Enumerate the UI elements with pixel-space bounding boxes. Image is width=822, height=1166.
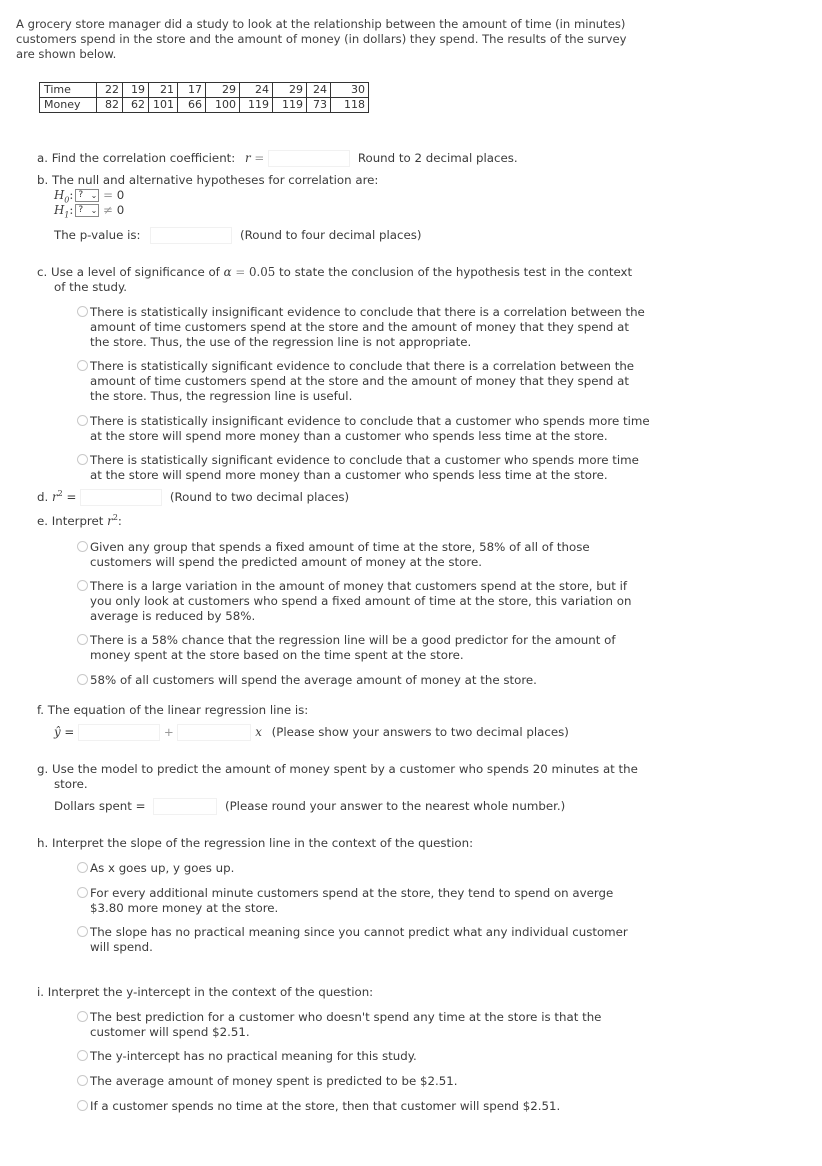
question-e	[37, 513, 122, 528]
pvalue-label: The p-value is:	[54, 228, 141, 242]
chevron-down-icon: ⌄	[90, 191, 98, 200]
question-i-text: i. Interpret the y-intercept in the context of the question:	[37, 985, 374, 999]
question-a	[37, 150, 518, 167]
table-cell: 19	[123, 83, 149, 98]
row-label-money: Money	[40, 98, 97, 113]
h0-letter: H	[54, 188, 65, 202]
option-i-4: If a customer spends no time at the store, then that customer will spend $2.51.	[90, 1099, 561, 1113]
pvalue-note: (Round to four decimal places)	[240, 228, 422, 242]
option-c-1: There is statistically insignificant evidence to conclude that there is a correlation between the amount of time customers spend at the store and the amount of money that they spend at the store. Thus, the use of the regression line is not appropriate.	[90, 305, 645, 349]
question-d-label: d.	[37, 490, 49, 504]
regression-equation	[54, 724, 569, 741]
h1-relation: ≠	[103, 203, 114, 217]
equals-sign: =	[254, 151, 265, 165]
h1-sub: 1	[64, 210, 70, 220]
r-symbol: r	[52, 490, 58, 504]
option-radio[interactable]	[77, 454, 88, 465]
square-sup: 2	[112, 513, 118, 522]
question-e-text: e. Interpret	[37, 513, 104, 528]
table-cell: 29	[206, 83, 240, 98]
plus-sign: +	[163, 725, 174, 739]
table-cell: 29	[273, 83, 307, 98]
h1-label	[54, 203, 70, 220]
square-sup: 2	[57, 489, 63, 499]
h0-select-value: ?	[78, 190, 84, 200]
question-d	[37, 489, 349, 506]
question-g-text: g. Use the model to predict the amount of money spent by a customer who spends 20 minutes at the	[37, 762, 638, 776]
table-cell: 82	[97, 98, 123, 113]
equals-sign: =	[66, 490, 77, 504]
option-radio[interactable]	[77, 926, 88, 937]
dollars-spent-input[interactable]	[153, 798, 217, 815]
alpha-symbol: α	[223, 265, 232, 279]
r-symbol: r	[107, 513, 113, 528]
question-c-suffix2: of the study.	[54, 280, 128, 294]
option-i-3: The average amount of money spent is predicted to be $2.51.	[90, 1074, 458, 1088]
option-radio[interactable]	[77, 415, 88, 426]
table-cell: 100	[206, 98, 240, 113]
problem-intro: A grocery store manager did a study to look at the relationship between the amount of time (in minutes) customers spend in the store and the amount of money (in dollars) they spend. The results of the survey are shown below.	[16, 17, 627, 61]
h0-select[interactable]	[75, 189, 99, 202]
question-c-suffix: to state the conclusion of the hypothesis test in the context	[278, 265, 633, 279]
pvalue-row	[54, 227, 421, 244]
option-e-1: Given any group that spends a fixed amount of time at the store, 58% of all of those customers will spend the predicted amount of money at the store.	[90, 540, 590, 569]
option-c-3: There is statistically insignificant evidence to conclude that a customer who spends more time at the store will spend more money than a customer who spends less time at the store.	[90, 414, 650, 443]
option-e-4: 58% of all customers will spend the average amount of money at the store.	[90, 673, 537, 687]
table-cell: 119	[273, 98, 307, 113]
h1-value: 0	[116, 203, 125, 217]
question-a-text: a. Find the correlation coefficient:	[37, 151, 236, 165]
null-hypothesis: $H_0$: ? ⌄ = 0	[54, 188, 125, 205]
option-h-1: As x goes up, y goes up.	[90, 861, 235, 875]
table-cell: 66	[178, 98, 206, 113]
option-radio[interactable]	[77, 1050, 88, 1061]
option-radio[interactable]	[77, 1011, 88, 1022]
table-cell: 30	[331, 83, 369, 98]
r-squared-input[interactable]	[80, 489, 162, 506]
table-cell: 24	[307, 83, 331, 98]
table-cell: 119	[240, 98, 273, 113]
equals-sign: =	[64, 725, 75, 739]
h1-select[interactable]	[75, 204, 99, 217]
dollars-spent-label: Dollars spent =	[54, 799, 146, 813]
correlation-input[interactable]	[268, 150, 350, 167]
option-radio[interactable]	[77, 1075, 88, 1086]
option-radio[interactable]	[77, 580, 88, 591]
equals-sign: =	[235, 265, 246, 279]
table-cell: 24	[240, 83, 273, 98]
h0-value: 0	[116, 188, 125, 202]
option-h-2: For every additional minute customers spend at the store, they tend to spend on averge $3.80 more money at the store.	[90, 886, 614, 915]
question-b-text: b. The null and alternative hypotheses for correlation are:	[37, 173, 379, 187]
h0-relation: =	[103, 188, 114, 202]
x-symbol: x	[255, 725, 262, 739]
option-radio[interactable]	[77, 360, 88, 371]
intercept-input[interactable]	[78, 724, 160, 741]
prediction-row	[54, 798, 565, 815]
option-radio[interactable]	[77, 862, 88, 873]
table-row-time	[40, 83, 369, 98]
table-cell: 22	[97, 83, 123, 98]
question-a-note: Round to 2 decimal places.	[357, 151, 518, 165]
chevron-down-icon: ⌄	[90, 206, 98, 215]
alternative-hypothesis: $H_1$: ? ⌄ ≠ 0	[54, 203, 125, 220]
question-c	[37, 265, 632, 279]
question-h-text: h. Interpret the slope of the regression line in the context of the question:	[37, 836, 474, 850]
table-cell: 118	[331, 98, 369, 113]
question-f-text: f. The equation of the linear regression line is:	[37, 703, 309, 717]
table-cell: 62	[123, 98, 149, 113]
option-h-3: The slope has no practical meaning since you cannot predict what any individual customer will spend.	[90, 925, 628, 954]
option-radio[interactable]	[77, 306, 88, 317]
option-e-3: There is a 58% chance that the regression line will be a good predictor for the amount of money spent at the store based on the time spent at the store.	[90, 633, 616, 662]
option-radio[interactable]	[77, 674, 88, 685]
table-cell: 21	[149, 83, 178, 98]
table-cell: 73	[307, 98, 331, 113]
h0-label	[54, 188, 70, 205]
question-d-note: (Round to two decimal places)	[169, 490, 350, 504]
question-c-text: c. Use a level of significance of	[37, 265, 220, 279]
table-row-money	[40, 98, 369, 113]
alpha-value: 0.05	[248, 265, 276, 279]
option-radio[interactable]	[77, 1100, 88, 1111]
y-hat-symbol: ŷ	[54, 725, 61, 739]
option-c-2: There is statistically significant evidence to conclude that there is a correlation between the amount of time customers spend at the store and the amount of money that they spend at the store. Thus, the regression line is useful.	[90, 359, 635, 403]
question-g-text2: store.	[54, 777, 88, 791]
colon: :	[117, 513, 122, 528]
option-i-1: The best prediction for a customer who doesn't spend any time at the store is that the customer will spend $2.51.	[90, 1010, 602, 1039]
r-symbol: r	[245, 151, 251, 165]
h1-select-value: ?	[78, 205, 84, 215]
h1-letter: H	[54, 203, 65, 217]
row-label-time: Time	[40, 83, 97, 98]
option-radio[interactable]	[77, 634, 88, 645]
data-table	[39, 82, 369, 113]
option-radio[interactable]	[77, 887, 88, 898]
slope-input[interactable]	[177, 724, 251, 741]
table-cell: 17	[178, 83, 206, 98]
option-c-4: There is statistically significant evidence to conclude that a customer who spends more time at the store will spend more money than a customer who spends less time at the store.	[90, 453, 639, 482]
option-e-2: There is a large variation in the amount of money that customers spend at the store, but if you only look at customers who spend a fixed amount of time at the store, this variation on average is reduced by 58%.	[90, 579, 632, 623]
option-radio[interactable]	[77, 541, 88, 552]
h0-sub: 0	[64, 195, 70, 205]
table-cell: 101	[149, 98, 178, 113]
question-f-note: (Please show your answers to two decimal places)	[271, 725, 569, 739]
question-g-note: (Please round your answer to the nearest whole number.)	[224, 799, 566, 813]
pvalue-input[interactable]	[150, 227, 232, 244]
option-i-2: The y-intercept has no practical meaning for this study.	[90, 1049, 417, 1063]
